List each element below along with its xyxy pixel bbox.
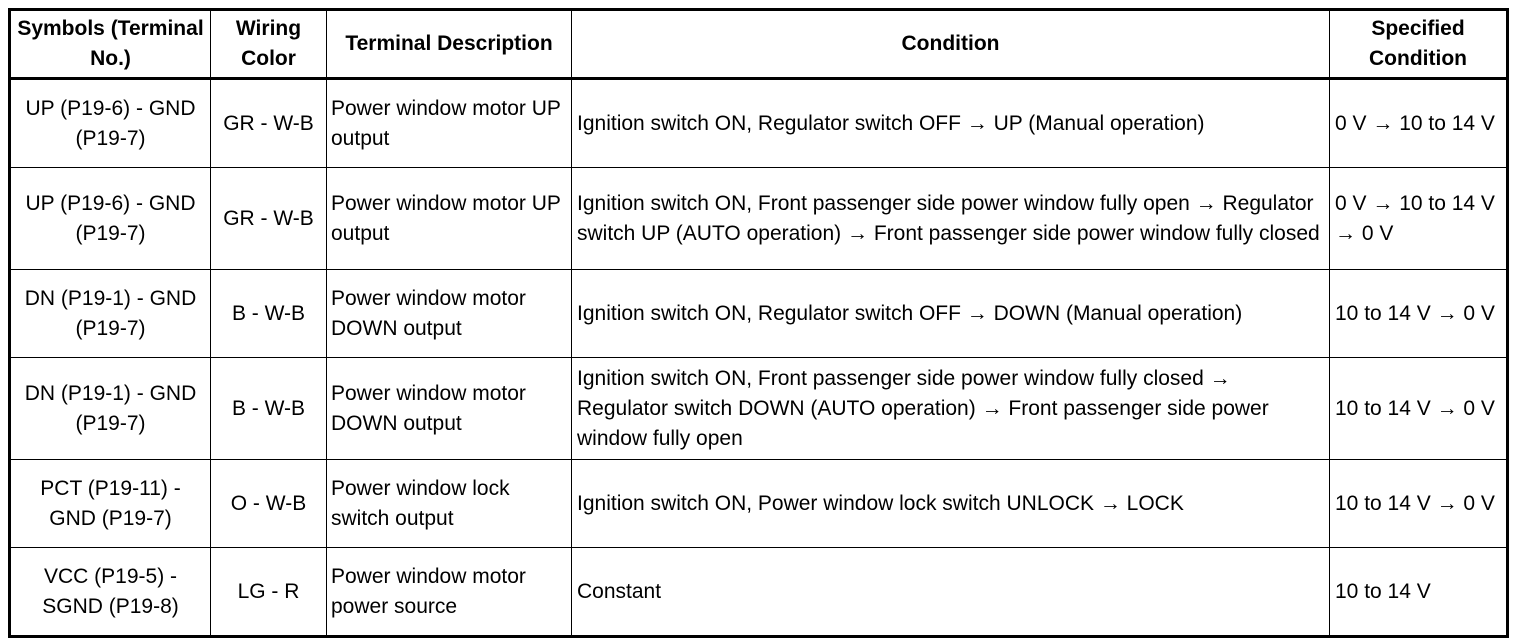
wiring-color-cell: GR - W-B [211, 168, 327, 270]
symbols-cell: PCT (P19-11) - GND (P19-7) [10, 460, 211, 548]
header-wiring-color: Wiring Color [211, 10, 327, 79]
symbols-cell: DN (P19-1) - GND (P19-7) [10, 358, 211, 460]
table-row [10, 358, 1508, 460]
wiring-color-cell: B - W-B [211, 358, 327, 460]
condition-cell: Ignition switch ON, Regulator switch OFF → DOWN (Manual operation) [572, 270, 1330, 358]
condition-cell: Constant [572, 548, 1330, 637]
condition-cell: Ignition switch ON, Power window lock switch UNLOCK → LOCK [572, 460, 1330, 548]
terminal-description-cell: Power window lock switch output [327, 460, 572, 548]
header-condition: Condition [572, 10, 1330, 79]
condition-cell: Ignition switch ON, Regulator switch OFF → UP (Manual operation) [572, 79, 1330, 168]
header-row [10, 10, 1508, 79]
header-terminal-description: Terminal Description [327, 10, 572, 79]
symbols-cell: VCC (P19-5) - SGND (P19-8) [10, 548, 211, 637]
specified-condition-cell: 10 to 14 V → 0 V [1330, 270, 1508, 358]
condition-cell: Ignition switch ON, Front passenger side power window fully open → Regulator switch UP (AUTO operation) → Front passenger side power window fully closed [572, 168, 1330, 270]
specified-condition-cell: 10 to 14 V → 0 V [1330, 460, 1508, 548]
table-row [10, 460, 1508, 548]
table-row [10, 548, 1508, 637]
table-row [10, 270, 1508, 358]
specified-condition-cell: 0 V → 10 to 14 V → 0 V [1330, 168, 1508, 270]
wiring-color-cell: GR - W-B [211, 79, 327, 168]
specified-condition-cell: 10 to 14 V → 0 V [1330, 358, 1508, 460]
specified-condition-cell: 0 V → 10 to 14 V [1330, 79, 1508, 168]
condition-cell: Ignition switch ON, Front passenger side power window fully closed → Regulator switch DOWN (AUTO operation) → Front passenger side power window fully open [572, 358, 1330, 460]
header-symbols: Symbols (Terminal No.) [10, 10, 211, 79]
specified-condition-cell: 10 to 14 V [1330, 548, 1508, 637]
terminal-description-cell: Power window motor DOWN output [327, 270, 572, 358]
terminal-spec-sheet [8, 8, 1506, 638]
terminal-spec-table [8, 8, 1509, 638]
symbols-cell: UP (P19-6) - GND (P19-7) [10, 79, 211, 168]
terminal-description-cell: Power window motor power source [327, 548, 572, 637]
table-row [10, 79, 1508, 168]
symbols-cell: DN (P19-1) - GND (P19-7) [10, 270, 211, 358]
symbols-cell: UP (P19-6) - GND (P19-7) [10, 168, 211, 270]
wiring-color-cell: LG - R [211, 548, 327, 637]
wiring-color-cell: B - W-B [211, 270, 327, 358]
terminal-description-cell: Power window motor UP output [327, 168, 572, 270]
terminal-description-cell: Power window motor DOWN output [327, 358, 572, 460]
wiring-color-cell: O - W-B [211, 460, 327, 548]
table-row [10, 168, 1508, 270]
header-specified-condition: Specified Condition [1330, 10, 1508, 79]
terminal-description-cell: Power window motor UP output [327, 79, 572, 168]
